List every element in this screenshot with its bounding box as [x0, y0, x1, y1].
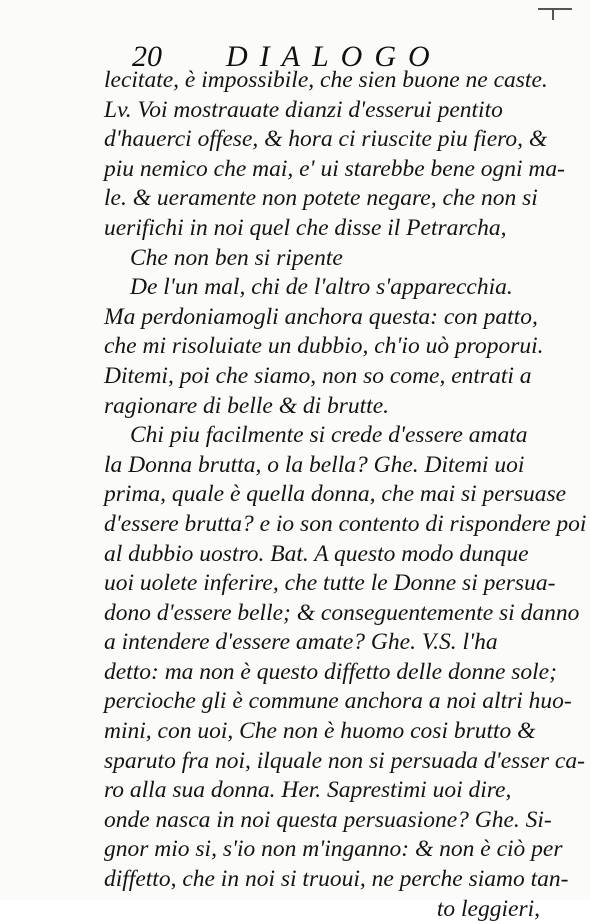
- text-line: piu nemico che mai, e' ui starebbe bene ogni ma-: [104, 155, 565, 182]
- text-line: gnor mio si, s'io non m'inganno: & non è ciò per: [104, 836, 563, 863]
- verse-line: Che non ben si ripente: [130, 244, 343, 271]
- text-line: onde nasca in noi questa persuasione? Ghe. Si-: [104, 806, 552, 833]
- corner-mark: [538, 8, 572, 20]
- text-line: diffetto, che in noi si truoui, ne perche siamo tan-: [104, 866, 569, 893]
- text-line: mini, con uoi, Che non è huomo cosi brutto &: [104, 718, 536, 745]
- text-line: Ditemi, poi che siamo, non so come, entrati a: [104, 362, 532, 389]
- catchword: to leggieri,: [436, 895, 540, 922]
- text-line: ro alla sua donna. Her. Saprestimi uoi dire,: [104, 777, 512, 804]
- running-title: DIALOGO: [226, 40, 442, 73]
- text-line: prima, quale è quella donna, che mai si persuase: [104, 481, 567, 508]
- text-line: le. & ueramente non potete negare, che non si: [104, 185, 538, 212]
- text-line: a intendere d'essere amate? Ghe. V.S. l'ha: [104, 629, 498, 656]
- text-line: uoi uolete inferire, che tutte le Donne si persua-: [104, 570, 556, 597]
- text-line: che mi risoluiate un dubbio, ch'io uò proporui.: [104, 333, 544, 360]
- text-line: Lv. Voi mostrauate dianzi d'esserui pentito: [104, 96, 503, 123]
- page-number: 20: [132, 40, 162, 73]
- verse-line: De l'un mal, chi de l'altro s'apparecchia.: [130, 274, 513, 301]
- text-line: uerifichi in noi quel che disse il Petrarcha,: [104, 214, 507, 241]
- body-text: [104, 66, 587, 924]
- text-line: la Donna brutta, o la bella? Ghe. Ditemi uoi: [104, 451, 525, 478]
- text-line: Ma perdoniamogli anchora questa: con patto,: [104, 303, 538, 330]
- paragraph-start-line: Chi piu facilmente si crede d'essere amata: [130, 422, 528, 449]
- text-line: al dubbio uostro. Bat. A questo modo dunque: [104, 540, 529, 567]
- text-line: lecitate, è impossibile, che sien buone ne caste.: [104, 67, 548, 93]
- text-line: percioche gli è commune anchora a noi altri huo-: [104, 688, 572, 715]
- text-line: ragionare di belle & di brutte.: [104, 392, 390, 419]
- text-line: detto: ma non è questo diffetto delle donne sole;: [104, 658, 557, 685]
- text-line: dono d'essere belle; & conseguentemente si danno: [104, 599, 580, 626]
- text-line: d'hauerci offese, & hora ci riuscite piu fiero, &: [104, 126, 548, 153]
- text-line: sparuto fra noi, ilquale non si persuada d'esser ca-: [104, 747, 585, 774]
- text-line: d'essere brutta? e io son contento di rispondere poi: [104, 510, 587, 537]
